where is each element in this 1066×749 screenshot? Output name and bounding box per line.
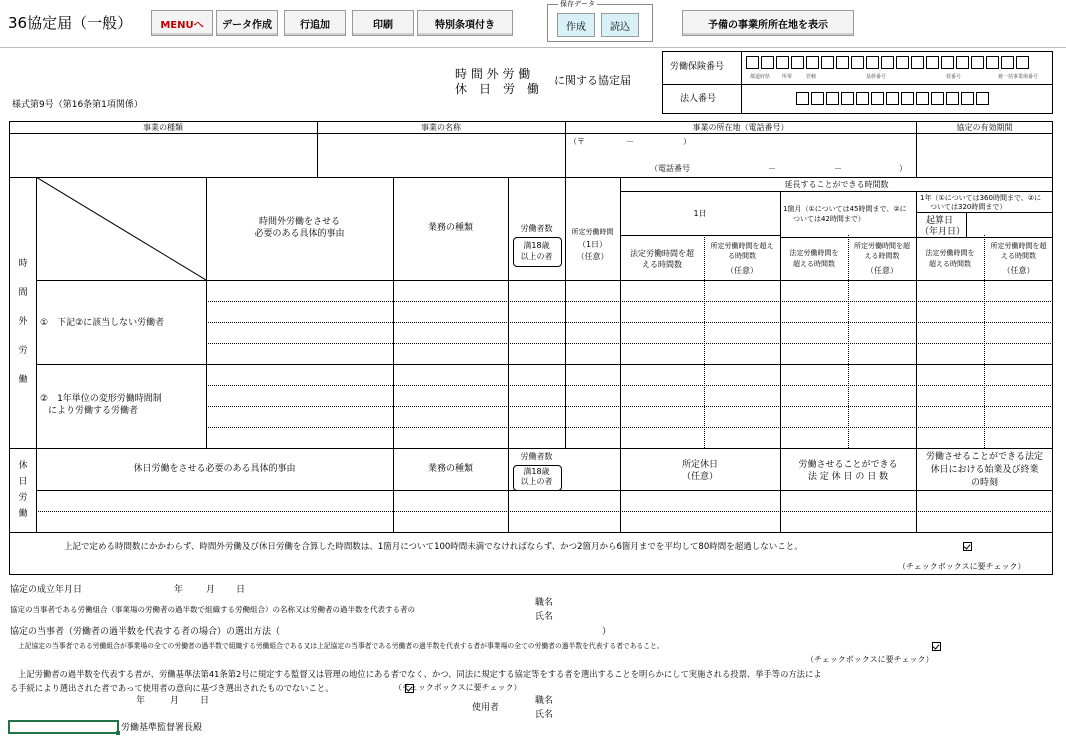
workers-sub-2: 以上の者 (520, 252, 553, 261)
holiday-time-2: 休日における始業及び終業 (930, 465, 1039, 475)
sched-exceed-year-optional: （任意） (1002, 266, 1035, 275)
form-number: 様式第9号（第16条第1項関係） (12, 100, 143, 110)
phone-dash-2: － (834, 164, 842, 173)
legal-exceed-year-2: 超える時間数 (929, 260, 971, 268)
conclusion-day: 日 (236, 585, 246, 595)
holiday-count-2: 法 定 休 日 の 日 数 (807, 472, 889, 482)
col-business-name: 事業の名称 (421, 123, 461, 132)
legal-exceed-month-2: 超える時間数 (793, 260, 835, 268)
scheduled-hours-1: 所定労働時間 (571, 228, 614, 236)
corporate-number-boxes[interactable] (796, 92, 991, 105)
legal-exceed-month-1: 法定労働時間を (789, 249, 839, 257)
print-button[interactable]: 印刷 (352, 10, 414, 36)
holiday-workers-sub-2: 以上の者 (520, 477, 553, 486)
start-date-2: （年月日） (920, 227, 966, 237)
phone-label: （電話番号 (650, 164, 690, 173)
selection-method-close: ） (602, 627, 612, 637)
one-year-header-2: ついては320時間まで） (930, 203, 1007, 211)
one-day-header: 1日 (693, 209, 707, 218)
check-note-2: （チェックボックスに要チェック） (806, 655, 934, 664)
sched-exceed-day-1: 所定労働時間を超え (710, 242, 774, 250)
form-title-line2: 休 日 労 働 (455, 82, 540, 96)
sched-exceed-day-optional: （任意） (726, 266, 758, 275)
holiday-scheduled-2: （任意） (681, 472, 718, 482)
save-load-button[interactable]: 読込 (601, 13, 639, 37)
conclusion-date-label: 協定の成立年月日 (10, 585, 83, 595)
conclusion-month: 月 (206, 585, 216, 595)
union-statement: 協定の当事者である労働組合（事業場の労働者の過半数で組織する労働組合）の名称又は労働者の過半数を代表する者の (10, 605, 415, 614)
create-data-button[interactable]: データ作成 (216, 10, 278, 36)
workers-sub-1: 満18歳 (523, 241, 550, 250)
holiday-workers-header: 労働者数 (520, 452, 553, 461)
show-other-office-button[interactable]: 予備の事業所所在地を表示 (682, 10, 854, 36)
app-title: 36協定届（一般） (8, 14, 133, 32)
row1-label: ① 下記②に該当しない労働者 (40, 318, 165, 328)
header-diagonal (36, 177, 206, 280)
majority-statement: 上記協定の当事者である労働組合が事業場の全ての労働者の過半数で組織する労働組合である又は上記協定の当事者である労働者の過半数を代表する者が事業場の全ての労働者の過半数を代表する者であること。 (18, 642, 664, 650)
office-label: 労働基準監督署長殿 (121, 723, 203, 733)
one-month-header-1: 1箇月（①については45時間まで、②に (783, 205, 907, 213)
overtime-vertical-label: 時 間 外 労 働 (18, 259, 28, 385)
holiday-workers-sub-1: 満18歳 (523, 467, 550, 476)
representative-statement-1: 上記労働者の過半数を代表する者が、労働基準法第41条第2号に規定する監督又は管理の地位にある者でなく、かつ、同法に規定する協定等をする者を選出することを明らかにして実施される投票、挙手等の方法によ (18, 669, 822, 679)
sched-exceed-year-2: える時間数 (1001, 252, 1036, 260)
conclusion-year: 年 (174, 585, 184, 595)
selection-method-label: 協定の当事者（労働者の過半数を代表する者の場合）の選出方法（ (10, 627, 281, 637)
one-year-header-1: 1年（①については360時間まで、②に (920, 194, 1042, 202)
phone-close: ） (899, 164, 907, 173)
holiday-job-type-header: 業務の種類 (427, 464, 473, 474)
holiday-time-3: の時刻 (970, 478, 998, 488)
sched-exceed-year-1: 所定労働時間を超 (990, 242, 1047, 250)
postal-close: ） (683, 137, 691, 146)
labor-insurance-label: 労働保険番号 (670, 62, 725, 72)
submit-year: 年 (136, 696, 146, 706)
holiday-time-1: 労働させることができる法定 (925, 452, 1043, 462)
row2-label-1: ② 1年単位の変形労働時間制 (40, 394, 162, 404)
col-validity: 協定の有効期間 (956, 123, 1013, 132)
row2-label-2: により労働する労働者 (48, 406, 139, 416)
validity-input[interactable] (917, 134, 1052, 176)
postal-prefix: （〒 (569, 137, 585, 146)
holiday-scheduled-1: 所定休日 (681, 460, 718, 470)
job-type-header: 業務の種類 (427, 223, 473, 233)
sched-exceed-month-1: 所定労働時間を超 (854, 242, 910, 250)
holiday-input-grid[interactable] (37, 491, 1052, 531)
reason-header-1: 時間外労働をさせる (258, 217, 340, 227)
corporate-number-label: 法人番号 (680, 94, 717, 104)
sched-exceed-day-2: る時間数 (728, 252, 756, 260)
union-name-label: 氏名 (535, 612, 554, 622)
labor-insurance-number-boxes[interactable] (746, 56, 1031, 69)
business-type-input[interactable] (10, 134, 316, 176)
scheduled-hours-3: （任意） (576, 252, 609, 261)
holiday-vertical-label: 休 日 労 働 (18, 461, 28, 519)
scheduled-hours-2: （1日） (577, 240, 608, 249)
save-group-label: 保存データ (560, 0, 595, 8)
check-note-1: （チェックボックスに要チェック） (898, 562, 1026, 571)
overtime-input-grid[interactable] (207, 281, 1052, 447)
start-date-1: 起算日 (926, 216, 954, 226)
selection-handle[interactable] (116, 731, 120, 735)
employer-label: 使用者 (472, 703, 500, 713)
submit-month: 月 (170, 696, 180, 706)
holiday-count-1: 労働させることができる (798, 460, 898, 470)
col-location: 事業の所在地（電話番号） (692, 123, 789, 132)
toolbar (0, 0, 1066, 44)
confirm-statement: 上記で定める時間数にかかわらず、時間外労働及び休日労働を合算した時間数は、1箇月について100時間未満でなければならず、かつ2箇月から6箇月までを平均して80時間を超過しないこと。 (64, 542, 803, 552)
submit-day: 日 (200, 696, 210, 706)
check-note-3: （チェックボックスに要チェック） (394, 683, 522, 692)
save-data-group (547, 0, 653, 42)
business-name-input[interactable] (318, 134, 564, 176)
col-business-type: 事業の種類 (143, 123, 183, 132)
reason-header-2: 必要のある具体的事由 (254, 229, 345, 239)
add-row-button[interactable]: 行追加 (284, 10, 346, 36)
menu-button[interactable]: MENUへ (151, 10, 213, 36)
legal-exceed-day-1: 法定労働時間を超 (630, 249, 694, 258)
union-title-label: 職名 (535, 598, 554, 608)
save-create-button[interactable]: 作成 (557, 13, 595, 37)
extendable-header: 延長することができる時間数 (784, 180, 889, 189)
postal-dash: － (626, 137, 634, 146)
employer-title-label: 職名 (535, 696, 554, 706)
majority-checkbox[interactable] (932, 642, 941, 651)
representative-statement-2: る手続により選出された者であって使用者の意向に基づき選出されたものでないこと。 (10, 683, 334, 693)
confirm-checkbox[interactable] (963, 542, 972, 551)
office-name-input[interactable] (8, 720, 119, 734)
legal-exceed-day-2: える時間数 (642, 260, 682, 269)
form-title-suffix: に関する協定届 (554, 74, 631, 87)
one-month-header-2: ついては42時間まで） (793, 215, 865, 223)
phone-dash-1: － (768, 164, 776, 173)
form-title-line1: 時 間 外 労 働 (455, 67, 531, 81)
sched-exceed-month-optional: （任意） (866, 266, 898, 275)
workers-header: 労働者数 (520, 224, 553, 233)
legal-exceed-year-1: 法定労働時間を (925, 249, 975, 257)
employer-name-label: 氏名 (535, 710, 554, 720)
sched-exceed-month-2: える時間数 (864, 252, 900, 260)
special-clause-button[interactable]: 特別条項付き (417, 10, 513, 36)
holiday-reason-header: 休日労働をさせる必要のある具体的事由 (133, 464, 296, 474)
